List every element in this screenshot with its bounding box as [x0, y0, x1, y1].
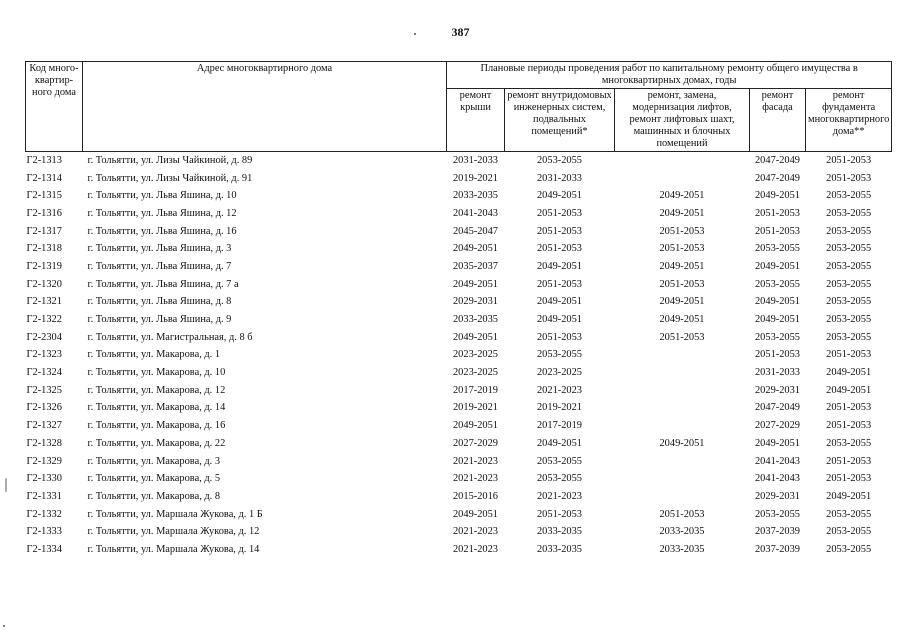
row-elevators: [615, 170, 750, 188]
header-code: Код много-квартир-ного дома: [26, 62, 83, 152]
row-facade: 2049-2051: [754, 296, 801, 308]
table-body: [26, 152, 892, 559]
row-elevators: 2049-2051: [659, 314, 705, 326]
header-periods-group: Плановые периоды проведения работ по капитальному ремонту общего имущества в многоквартирных домах, годы: [447, 62, 892, 89]
row-foundation: 2053-2055: [826, 243, 872, 255]
row-facade: 2053-2055: [754, 278, 801, 290]
row-engineering: 2049-2051: [536, 260, 583, 272]
row-elevators: 2049-2051: [659, 260, 705, 272]
row-code: Г2-1334: [26, 543, 62, 555]
row-facade: 2053-2055: [754, 243, 801, 255]
row-engineering: 2033-2035: [536, 526, 583, 538]
row-foundation: 2053-2055: [826, 526, 872, 538]
row-address: г. Тольятти, ул. Льва Яшина, д. 16: [87, 225, 237, 237]
row-elevators: [615, 347, 750, 365]
table-row: [26, 276, 892, 294]
header-row-group: [26, 62, 892, 89]
row-engineering: 2049-2051: [536, 190, 583, 202]
row-facade: 2053-2055: [754, 331, 801, 343]
row-code: Г2-1333: [26, 526, 62, 538]
row-foundation: 2051-2053: [826, 402, 872, 414]
row-elevators: [615, 488, 750, 506]
table-row: [26, 400, 892, 418]
row-address: г. Тольятти, ул. Макарова, д. 1: [87, 349, 221, 361]
row-roof: 2021-2023: [452, 473, 499, 485]
header-engineering: ремонт внутридомовых инженерных систем, подвальных помещений*: [505, 89, 615, 152]
row-elevators: [615, 417, 750, 435]
row-roof: 2045-2047: [452, 225, 499, 237]
row-engineering: 2053-2055: [505, 152, 615, 170]
row-facade: 2049-2051: [754, 260, 801, 272]
row-engineering: 2021-2023: [536, 490, 583, 502]
row-address: г. Тольятти, ул. Маршала Жукова, д. 14: [87, 543, 260, 555]
row-roof: 2049-2051: [452, 331, 499, 343]
row-elevators: 2051-2053: [659, 225, 705, 237]
row-foundation: 2049-2051: [826, 367, 872, 379]
row-address: г. Тольятти, ул. Макарова, д. 14: [87, 402, 226, 414]
row-roof: 2015-2016: [452, 490, 499, 502]
scan-speck: [5, 478, 7, 492]
row-roof: 2021-2023: [452, 543, 499, 555]
row-roof: 2021-2023: [452, 526, 499, 538]
row-elevators: 2051-2053: [659, 508, 705, 520]
table-row: [26, 435, 892, 453]
row-foundation: 2051-2053: [826, 349, 872, 361]
row-code: Г2-1321: [26, 296, 62, 308]
table-row: [26, 258, 892, 276]
row-address: г. Тольятти, ул. Макарова, д. 8: [87, 490, 221, 502]
row-engineering: 2051-2053: [536, 278, 583, 290]
row-address: г. Тольятти, ул. Макарова, д. 10: [87, 367, 226, 379]
row-address: г. Тольятти, ул. Магистральная, д. 8 б: [87, 331, 253, 343]
row-facade: 2037-2039: [754, 526, 801, 538]
row-roof: 2019-2021: [452, 402, 499, 414]
header-address: Адрес многоквартирного дома: [83, 62, 447, 152]
row-roof: 2049-2051: [452, 420, 499, 432]
row-roof: 2017-2019: [452, 384, 499, 396]
row-code: Г2-1327: [26, 420, 62, 432]
table-row: [26, 541, 892, 559]
row-elevators: 2051-2053: [659, 243, 705, 255]
row-foundation: 2053-2055: [826, 225, 872, 237]
row-engineering: 2031-2033: [536, 172, 583, 184]
row-engineering: 2051-2053: [536, 243, 583, 255]
row-code: Г2-1326: [26, 402, 62, 414]
row-roof: 2021-2023: [452, 455, 499, 467]
row-elevators: [615, 152, 750, 170]
row-foundation: 2049-2051: [826, 490, 872, 502]
row-roof: 2019-2021: [452, 172, 499, 184]
row-elevators: 2033-2035: [659, 543, 705, 555]
row-foundation: 2053-2055: [826, 331, 872, 343]
row-foundation: 2053-2055: [826, 543, 872, 555]
row-foundation: 2053-2055: [826, 278, 872, 290]
row-code: Г2-1324: [26, 367, 62, 379]
row-address: г. Тольятти, ул. Макарова, д. 12: [87, 384, 226, 396]
row-facade: 2047-2049: [754, 172, 801, 184]
row-code: Г2-1318: [26, 243, 62, 255]
row-code: Г2-1322: [26, 314, 62, 326]
row-elevators: [615, 470, 750, 488]
row-code: Г2-1328: [26, 437, 62, 449]
row-roof: 2031-2033: [447, 152, 505, 170]
row-address: г. Тольятти, ул. Льва Яшина, д. 12: [87, 207, 237, 219]
row-facade: 2031-2033: [754, 367, 801, 379]
row-engineering: 2051-2053: [536, 508, 583, 520]
row-address: г. Тольятти, ул. Макарова, д. 5: [87, 473, 221, 485]
row-code: Г2-1323: [26, 349, 62, 361]
row-facade: 2047-2049: [754, 402, 801, 414]
row-facade: 2029-2031: [754, 490, 801, 502]
table-row: [26, 470, 892, 488]
row-roof: 2027-2029: [452, 437, 499, 449]
row-address: г. Тольятти, ул. Макарова, д. 22: [87, 437, 226, 449]
row-foundation: 2053-2055: [826, 296, 872, 308]
header-facade: ремонт фасада: [750, 89, 806, 152]
row-foundation: 2053-2055: [826, 314, 872, 326]
row-engineering: 2049-2051: [536, 437, 583, 449]
row-elevators: 2049-2051: [659, 437, 705, 449]
row-foundation: 2053-2055: [826, 207, 872, 219]
row-engineering: 2033-2035: [536, 543, 583, 555]
row-address: г. Тольятти, ул. Маршала Жукова, д. 1 Б: [87, 508, 263, 520]
table-row: [26, 347, 892, 365]
row-elevators: 2049-2051: [659, 190, 705, 202]
table-row: [26, 417, 892, 435]
row-address: г. Тольятти, ул. Макарова, д. 3: [87, 455, 221, 467]
row-code: Г2-1315: [26, 190, 62, 202]
table-row: [26, 311, 892, 329]
scan-speck: [414, 33, 416, 35]
row-address: г. Тольятти, ул. Льва Яшина, д. 9: [87, 314, 232, 326]
row-code: Г2-1332: [26, 508, 62, 520]
table-row: [26, 170, 892, 188]
table-row: [26, 382, 892, 400]
row-facade: 2051-2053: [754, 349, 801, 361]
row-code: Г2-2304: [26, 331, 62, 343]
row-roof: 2029-2031: [452, 296, 499, 308]
row-elevators: [615, 400, 750, 418]
row-engineering: 2051-2053: [536, 207, 583, 219]
row-facade: 2041-2043: [754, 473, 801, 485]
row-facade: 2051-2053: [754, 207, 801, 219]
row-roof: 2049-2051: [452, 278, 499, 290]
row-code: Г2-1329: [26, 455, 62, 467]
row-elevators: 2033-2035: [659, 526, 705, 538]
row-facade: 2037-2039: [754, 543, 801, 555]
row-roof: 2041-2043: [452, 207, 499, 219]
row-engineering: 2049-2051: [536, 296, 583, 308]
row-foundation: 2051-2053: [826, 172, 872, 184]
row-code: Г2-1314: [26, 172, 62, 184]
row-address: г. Тольятти, ул. Макарова, д. 16: [87, 420, 226, 432]
row-address: г. Тольятти, ул. Льва Яшина, д. 10: [87, 190, 237, 202]
row-foundation: 2053-2055: [826, 437, 872, 449]
row-foundation: 2051-2053: [826, 455, 872, 467]
row-engineering: 2051-2053: [536, 331, 583, 343]
row-foundation: 2051-2053: [806, 152, 892, 170]
page-number: 387: [451, 25, 470, 39]
row-elevators: 2049-2051: [659, 207, 705, 219]
header-elevators: ремонт, замена, модернизация лифтов, ремонт лифтовых шахт, машинных и блочных помещений: [615, 89, 750, 152]
row-roof: 2033-2035: [452, 190, 499, 202]
row-roof: 2049-2051: [452, 508, 499, 520]
row-address: г. Тольятти, ул. Лизы Чайкиной, д. 91: [87, 172, 253, 184]
table-row: [26, 294, 892, 312]
row-roof: 2033-2035: [452, 314, 499, 326]
row-code: Г2-1330: [26, 473, 62, 485]
table-row: [26, 364, 892, 382]
row-elevators: 2051-2053: [659, 331, 705, 343]
row-address: г. Тольятти, ул. Лизы Чайкиной, д. 89: [83, 152, 447, 170]
row-foundation: 2053-2055: [826, 508, 872, 520]
row-engineering: 2053-2055: [536, 349, 583, 361]
table-row: [26, 187, 892, 205]
row-facade: 2051-2053: [754, 225, 801, 237]
table-row: [26, 152, 892, 170]
scan-speck: [3, 625, 5, 627]
row-foundation: 2049-2051: [826, 384, 872, 396]
row-foundation: 2053-2055: [826, 190, 872, 202]
row-roof: 2023-2025: [452, 349, 499, 361]
row-code: Г2-1331: [26, 490, 62, 502]
row-code: Г2-1319: [26, 260, 62, 272]
row-elevators: [615, 364, 750, 382]
row-engineering: 2051-2053: [536, 225, 583, 237]
row-facade: 2049-2051: [754, 314, 801, 326]
row-engineering: 2053-2055: [536, 455, 583, 467]
row-address: г. Тольятти, ул. Льва Яшина, д. 3: [87, 243, 232, 255]
repair-schedule-table: [25, 61, 892, 559]
row-facade: 2029-2031: [754, 384, 801, 396]
row-code: Г2-1316: [26, 207, 62, 219]
row-facade: 2027-2029: [754, 420, 801, 432]
row-foundation: 2053-2055: [826, 260, 872, 272]
row-code: Г2-1325: [26, 384, 62, 396]
row-facade: 2041-2043: [754, 455, 801, 467]
header-foundation: ремонт фундамента многоквартирного дома**: [806, 89, 892, 152]
row-engineering: 2049-2051: [536, 314, 583, 326]
row-facade: 2047-2049: [750, 152, 806, 170]
row-facade: 2049-2051: [754, 437, 801, 449]
row-code: Г2-1317: [26, 225, 62, 237]
row-engineering: 2021-2023: [536, 384, 583, 396]
table-row: [26, 453, 892, 471]
table-row: [26, 223, 892, 241]
row-engineering: 2017-2019: [536, 420, 583, 432]
row-address: г. Тольятти, ул. Льва Яшина, д. 7 а: [87, 278, 239, 290]
row-elevators: 2049-2051: [659, 296, 705, 308]
row-address: г. Тольятти, ул. Льва Яшина, д. 7: [87, 260, 232, 272]
table-row: [26, 329, 892, 347]
row-engineering: 2053-2055: [536, 473, 583, 485]
row-elevators: [615, 453, 750, 471]
row-code: Г2-1320: [26, 278, 62, 290]
row-address: г. Тольятти, ул. Маршала Жукова, д. 12: [87, 526, 260, 538]
row-foundation: 2051-2053: [826, 420, 872, 432]
table-row: [26, 205, 892, 223]
table-row: [26, 488, 892, 506]
row-roof: 2049-2051: [452, 243, 499, 255]
row-roof: 2035-2037: [452, 260, 499, 272]
row-engineering: 2019-2021: [536, 402, 583, 414]
row-roof: 2023-2025: [452, 367, 499, 379]
row-elevators: 2051-2053: [659, 278, 705, 290]
table-row: [26, 240, 892, 258]
row-facade: 2049-2051: [754, 190, 801, 202]
row-code: Г2-1313: [26, 152, 83, 170]
header-roof: ремонт крыши: [447, 89, 505, 152]
row-foundation: 2051-2053: [826, 473, 872, 485]
row-address: г. Тольятти, ул. Льва Яшина, д. 8: [87, 296, 232, 308]
row-elevators: [615, 382, 750, 400]
table-row: [26, 506, 892, 524]
row-engineering: 2023-2025: [536, 367, 583, 379]
row-facade: 2053-2055: [754, 508, 801, 520]
table-row: [26, 523, 892, 541]
